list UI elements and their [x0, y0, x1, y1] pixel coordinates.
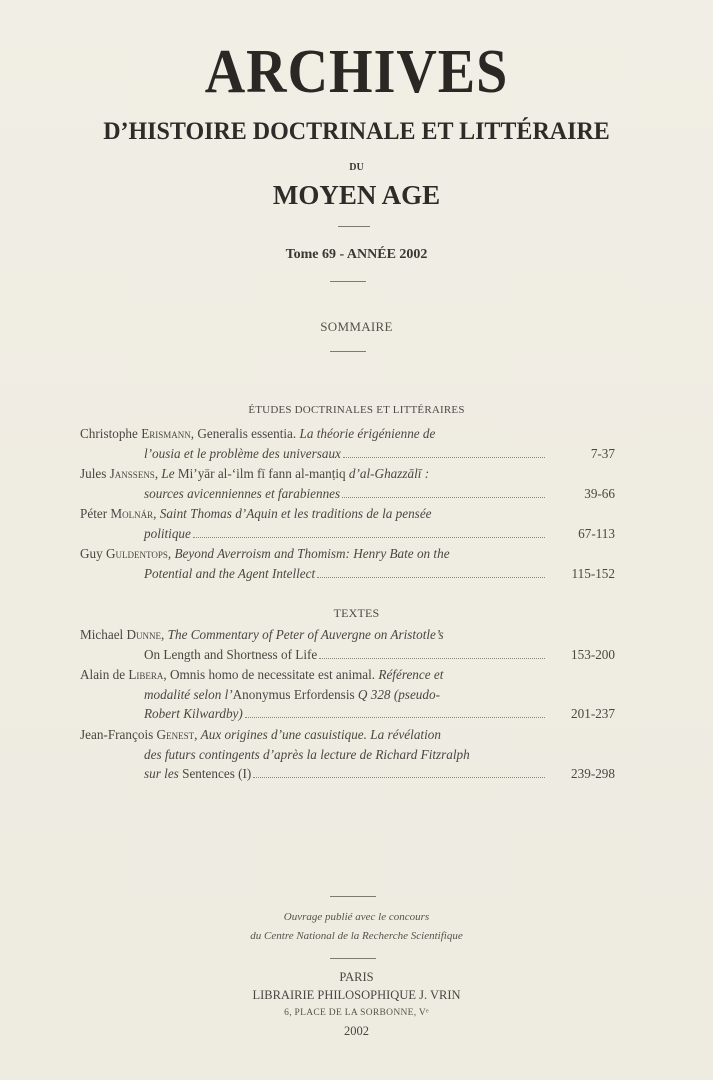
leader-dots: [253, 777, 545, 778]
page-range: 7-37: [590, 445, 615, 461]
journal-subtitle-period: MOYEN AGE: [272, 180, 441, 210]
publisher-name: LIBRAIRIE PHILOSOPHIQUE J. VRIN: [252, 988, 461, 1002]
contents-heading: SOMMAIRE: [320, 319, 393, 334]
author-last-name: Molnár: [110, 506, 154, 521]
publisher-address: 6, PLACE DE LA SORBONNE, Vᵉ: [284, 1008, 429, 1018]
toc-entry: Jean-François Genest, Aux origines d’une casuistique. La révélation des futurs contingents d’après la lecture de Richard Fitzralph sur les Sentences (I) 239-298: [80, 725, 615, 784]
page-range: 39-66: [584, 485, 615, 501]
entry-title-continued: Anonymus Erfordensis: [232, 686, 355, 702]
entry-title: The Commentary of Peter of Auvergne on Aristotle’s: [167, 627, 444, 642]
entry-title: Aux origines d’une casuistique. La révélation: [200, 727, 441, 742]
author-first-name: Péter: [80, 506, 108, 521]
author-first-name: Jean-François: [80, 727, 154, 742]
author-last-name: Guldentops: [106, 546, 168, 561]
section-title-etudes: ÉTUDES DOCTRINALES ET LITTÉRAIRES: [248, 404, 465, 416]
entry-title: Saint Thomas d’Aquin et les traditions de la pensée: [159, 506, 432, 521]
toc-entry: Christophe Erismann, Generalis essentia. La théorie érigénienne de l’ousia et le problème des universaux 7-37: [80, 424, 615, 463]
author-last-name: Erismann: [141, 426, 191, 441]
entry-title-continued: politique: [144, 525, 191, 541]
toc-entry: Michael Dunne, The Commentary of Peter of Auvergne on Aristotle’s On Length and Shortness of Life 153-200: [80, 625, 615, 664]
entry-title-continued: sur les: [144, 766, 179, 781]
leader-dots: [342, 497, 545, 498]
entry-title: Le: [161, 466, 175, 481]
author-last-name: Libera: [128, 667, 164, 682]
leader-dots: [193, 537, 545, 538]
entry-title-continued: Q 328 (pseudo-: [357, 686, 440, 702]
page-range: 115-152: [571, 565, 615, 581]
entry-title-continued: Potential and the Agent Intellect: [144, 565, 316, 581]
entry-title: d’al-Ghazzālī :: [348, 466, 430, 481]
author-last-name: Genest: [156, 727, 195, 742]
journal-connector: DU: [349, 162, 364, 173]
entry-title: La théorie érigénienne de: [299, 426, 436, 441]
page-range: 239-298: [571, 766, 615, 781]
entry-title-continued: On Length and Shortness of Life: [144, 646, 318, 662]
author-last-name: Dunne: [126, 627, 162, 642]
entry-title-continued: modalité selon l’: [144, 686, 233, 702]
author-first-name: Christophe: [80, 426, 138, 441]
entry-title: Generalis essentia.: [197, 426, 297, 441]
author-first-name: Alain de: [80, 667, 126, 682]
page-range: 153-200: [571, 646, 615, 662]
toc-entry: Péter Molnár, Saint Thomas d’Aquin et les traditions de la pensée politique 67-113: [80, 504, 615, 543]
entry-title: Beyond Averroism and Thomism: Henry Bate on the: [174, 546, 450, 561]
author-first-name: Guy: [80, 546, 103, 561]
entry-title: Référence et: [378, 667, 444, 682]
entry-title-continued: sources avicenniennes et farabiennes: [144, 485, 341, 501]
entry-title-continued: Robert Kilwardby): [144, 706, 243, 721]
publisher-city: PARIS: [339, 970, 374, 984]
leader-dots: [319, 658, 545, 659]
page-range: 201-237: [571, 706, 615, 721]
entry-title: Omnis homo de necessitate est animal.: [170, 667, 376, 682]
toc-entry: Alain de Libera, Omnis homo de necessitate est animal. Référence et modalité selon l’Anonymus Erfordensis Q 328 (pseudo- Robert Kilwardby) 201-237: [80, 665, 615, 724]
support-line-1: Ouvrage publié avec le concours: [283, 911, 430, 923]
journal-subtitle: D’HISTOIRE DOCTRINALE ET LITTÉRAIRE: [103, 118, 610, 145]
entry-title: Mi’yār al-‘ilm fī fann al-manṭiq: [177, 466, 346, 481]
entry-title-continued: Sentences (I): [182, 766, 252, 781]
section-title-textes: TEXTES: [333, 606, 380, 620]
divider: [330, 958, 376, 959]
divider: [338, 226, 370, 227]
toc-entry: Jules Janssens, Le Mi’yār al-‘ilm fī fann al-manṭiq d’al-Ghazzālī : sources avicenniennes et farabiennes 39-66: [80, 464, 615, 503]
author-first-name: Michael: [80, 627, 124, 642]
publication-year: 2002: [344, 1024, 369, 1038]
leader-dots: [317, 577, 545, 578]
author-last-name: Janssens: [109, 466, 155, 481]
divider: [330, 896, 376, 897]
entry-title-continued: des futurs contingents d’après la lecture de Richard Fitzralph: [144, 746, 470, 762]
leader-dots: [343, 457, 545, 458]
page-range: 67-113: [578, 525, 615, 541]
journal-title: ARCHIVES: [204, 37, 509, 107]
entry-title-continued: l’ousia et le problème des universaux: [144, 445, 341, 461]
leader-dots: [245, 717, 545, 718]
divider: [330, 351, 366, 352]
author-first-name: Jules: [80, 466, 107, 481]
toc-entry: Guy Guldentops, Beyond Averroism and Thomism: Henry Bate on the Potential and the Agent Intellect 115-152: [80, 544, 615, 583]
volume-info: Tome 69 - ANNÉE 2002: [285, 247, 428, 262]
support-line-2: du Centre National de la Recherche Scientifique: [250, 930, 463, 942]
divider: [330, 281, 366, 282]
